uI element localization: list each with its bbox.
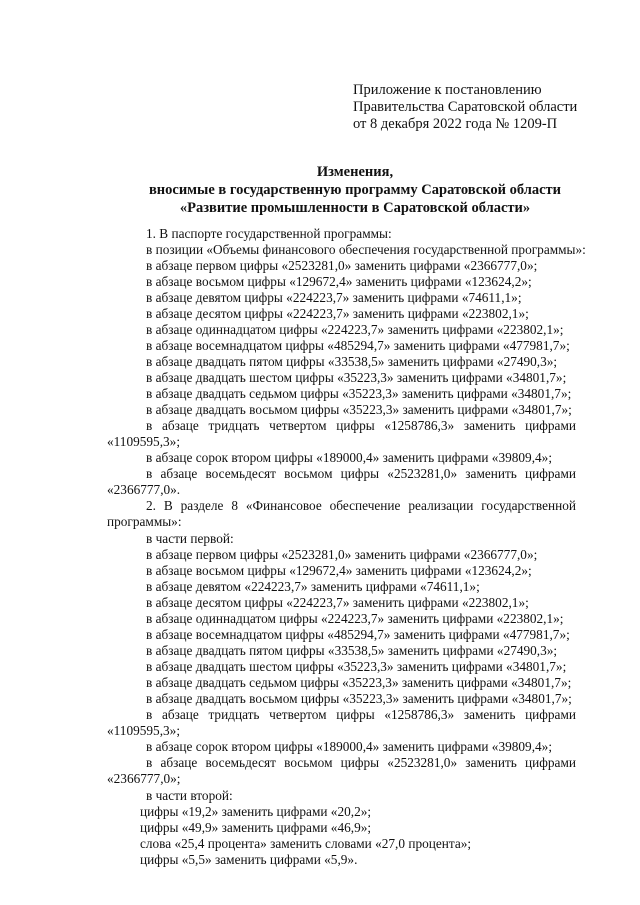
list-item: в абзаце восемьдесят восьмом цифры «2523281,0» заменить цифрами [146,755,576,770]
list-item: в абзаце двадцать восьмом цифры «35223,3» заменить цифрами «34801,7»; [146,402,572,417]
list-item-continuation: «1109595,3»; [107,434,181,449]
list-item: слова «25,4 процента» заменить словами «27,0 процента»; [140,836,472,851]
list-item: в абзаце тридцать четвертом цифры «1258786,3» заменить цифрами [146,707,576,722]
list-item: в абзаце восемьдесят восьмом цифры «2523281,0» заменить цифрами [146,466,576,481]
list-item: в абзаце двадцать шестом цифры «35223,3» заменить цифрами «34801,7»; [146,370,567,385]
appendix-header [353,82,577,133]
list-item: цифры «19,2» заменить цифрами «20,2»; [140,804,372,819]
list-item: в абзаце двадцать восьмом цифры «35223,3» заменить цифрами «34801,7»; [146,691,572,706]
list-item: в абзаце восьмом цифры «129672,4» заменить цифрами «123624,2»; [146,563,532,578]
list-item: в абзаце тридцать четвертом цифры «1258786,3» заменить цифрами [146,418,576,433]
section-heading: 2. В разделе 8 «Финансовое обеспечение реализации государственной [146,498,576,513]
list-item: в абзаце первом цифры «2523281,0» заменить цифрами «2366777,0»; [146,258,538,273]
list-item: цифры «5,5» заменить цифрами «5,9». [140,852,358,867]
list-item: в абзаце восемнадцатом цифры «485294,7» заменить цифрами «477981,7»; [146,338,570,353]
list-item: в позиции «Объемы финансового обеспечения государственной программы»: [146,242,586,257]
subsection-label: в части второй: [146,788,233,803]
list-item: в абзаце десятом цифры «224223,7» заменить цифрами «223802,1»; [146,306,529,321]
header-line: от 8 декабря 2022 года № 1209-П [353,116,558,132]
list-item: в абзаце сорок втором цифры «189000,4» заменить цифрами «39809,4»; [146,739,553,754]
list-item-continuation: «2366777,0». [107,482,181,497]
subsection-label: в части первой: [146,531,234,546]
list-item: в абзаце двадцать шестом цифры «35223,3» заменить цифрами «34801,7»; [146,659,567,674]
title-line: вносимые в государственную программу Саратовской области [148,182,562,198]
list-item: в абзаце сорок втором цифры «189000,4» заменить цифрами «39809,4»; [146,450,553,465]
header-line: Правительства Саратовской области [353,99,578,115]
list-item-continuation: «1109595,3»; [107,723,181,738]
list-item: в абзаце девятом цифры «224223,7» заменить цифрами «74611,1»; [146,290,522,305]
list-item: в абзаце одиннадцатом цифры «224223,7» заменить цифрами «223802,1»; [146,611,564,626]
header-line: Приложение к постановлению [353,82,542,98]
list-item: в абзаце девятом «224223,7» заменить цифрами «74611,1»; [146,579,480,594]
list-item: в абзаце двадцать пятом цифры «33538,5» заменить цифрами «27490,3»; [146,354,558,369]
section-heading-continuation: программы»: [107,514,182,529]
section-heading: 1. В паспорте государственной программы: [146,226,392,241]
list-item: в абзаце первом цифры «2523281,0» заменить цифрами «2366777,0»; [146,547,538,562]
list-item-continuation: «2366777,0»; [107,771,181,786]
list-item: в абзаце одиннадцатом цифры «224223,7» заменить цифрами «223802,1»; [146,322,564,337]
list-item: в абзаце восьмом цифры «129672,4» заменить цифрами «123624,2»; [146,274,532,289]
list-item: в абзаце двадцать седьмом цифры «35223,3» заменить цифрами «34801,7»; [146,675,572,690]
list-item: в абзаце восемнадцатом цифры «485294,7» заменить цифрами «477981,7»; [146,627,570,642]
list-item: в абзаце двадцать седьмом цифры «35223,3» заменить цифрами «34801,7»; [146,386,572,401]
list-item: в абзаце двадцать пятом цифры «33538,5» заменить цифрами «27490,3»; [146,643,558,658]
list-item: цифры «49,9» заменить цифрами «46,9»; [140,820,372,835]
title-line: «Развитие промышленности в Саратовской области» [179,200,531,216]
title-line: Изменения, [316,164,394,180]
list-item: в абзаце десятом цифры «224223,7» заменить цифрами «223802,1»; [146,595,529,610]
